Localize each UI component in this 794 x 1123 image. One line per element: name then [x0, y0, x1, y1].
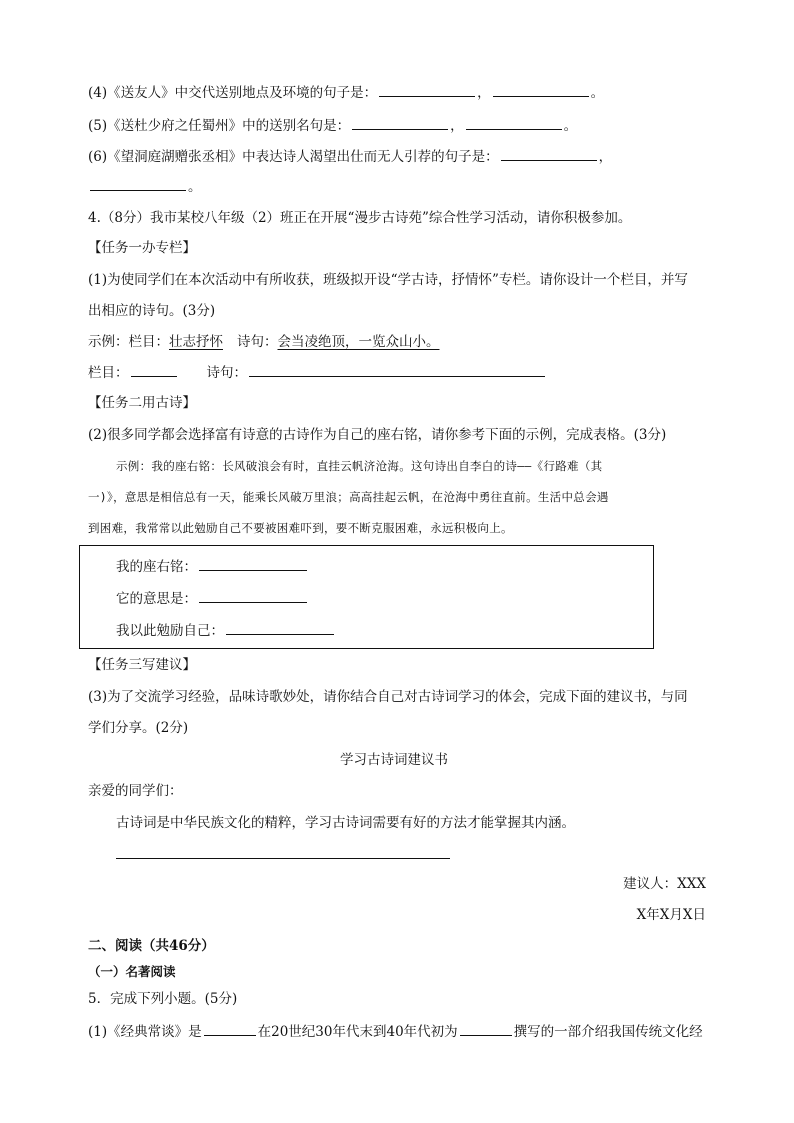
column-answer-blank[interactable] [131, 362, 177, 377]
q3-item-5: (5)《送杜少府之任蜀州》中的送别名句是： ， 。 [88, 115, 577, 136]
letter-date: X年X月X日 [636, 907, 706, 923]
meaning-row: 它的意思是： [116, 588, 309, 609]
q5-heading: 5．完成下列小题。(5分) [88, 991, 238, 1007]
poem-answer-blank[interactable] [249, 362, 545, 377]
task1-example: 示例：栏目：壮志抒怀 诗句：会当凌绝顶，一览众山小。 [88, 334, 440, 350]
motto-blank[interactable] [199, 556, 307, 571]
task3-prompt-line2: 学们分享。(2分) [88, 720, 189, 736]
answer-blank[interactable] [466, 115, 562, 130]
q3-item-6-text: (6)《望洞庭湖赠张丞相》中表达诗人渴望出仕而无人引荐的句子是： [88, 149, 499, 165]
q3-item-4: (4)《送友人》中交代送别地点及环境的句子是： ， 。 [88, 82, 604, 103]
meaning-blank[interactable] [199, 588, 307, 603]
task1-title: 【任务一办专栏】 [88, 240, 196, 256]
answer-blank[interactable] [204, 1021, 256, 1036]
task1-answer-row: 栏目： 诗句： [88, 362, 547, 383]
task1-prompt-line2: 出相应的诗句。(3分) [88, 303, 216, 319]
section2-heading: 二、阅读（共46分） [88, 938, 215, 954]
answer-blank[interactable] [493, 82, 589, 97]
q3-item-6-cont: 。 [88, 176, 202, 197]
task2-title: 【任务二用古诗】 [88, 395, 196, 411]
q5-item-1: (1)《经典常谈》是 在20世纪30年代末到40年代初为 撰写的一部介绍我国传统文化经 [88, 1021, 703, 1042]
letter-signer: 建议人：XXX [623, 876, 706, 892]
motto-row: 我的座右铭： [116, 556, 309, 577]
task2-prompt: (2)很多同学都会选择富有诗意的古诗作为自己的座右铭，请你参考下面的示例，完成表格。(3分) [88, 427, 667, 443]
answer-blank[interactable] [501, 146, 597, 161]
task2-example-line1: 示例：我的座右铭：长风破浪会有时，直挂云帆济沧海。这句诗出自李白的诗——《行路难（其 [116, 459, 603, 473]
answer-blank[interactable] [90, 176, 186, 191]
example-poem: 会当凌绝顶，一览众山小。 [277, 334, 440, 350]
task2-example-line3: 到困难，我常常以此勉励自己不要被困难吓到，要不断克服困难，永远积极向上。 [88, 521, 513, 535]
example-column: 壮志抒怀 [169, 334, 223, 350]
letter-title: 学习古诗词建议书 [340, 752, 448, 768]
task3-prompt-line1: (3)为了交流学习经验，品味诗歌妙处，请你结合自己对古诗词学习的体会，完成下面的建议书，与同 [88, 689, 688, 705]
task1-prompt-line1: (1)为使同学们在本次活动中有所收获，班级拟开设“学古诗，抒情怀”专栏。请你设计一个栏目，并写 [88, 272, 688, 288]
q3-item-5-text: (5)《送杜少府之任蜀州》中的送别名句是： [88, 118, 351, 134]
answer-blank[interactable] [460, 1021, 512, 1036]
letter-greeting: 亲爱的同学们： [88, 783, 183, 799]
q3-item-6: (6)《望洞庭湖赠张丞相》中表达诗人渴望出仕而无人引荐的句子是： ， [88, 146, 612, 167]
answer-blank[interactable] [352, 115, 448, 130]
q3-item-4-text: (4)《送友人》中交代送别地点及环境的句子是： [88, 85, 378, 101]
encourage-blank[interactable] [226, 620, 334, 635]
task2-example-line2: 一)》，意思是相信总有一天，能乘长风破万里浪；高高挂起云帆，在沧海中勇往直前。生活中总会遇 [88, 490, 609, 504]
section2-sub1: （一）名著阅读 [88, 964, 176, 979]
q4-heading: 4.（8分）我市某校八年级（2）班正在开展“漫步古诗苑”综合性学习活动，请你积极参加。 [88, 210, 632, 226]
task3-title: 【任务三写建议】 [88, 657, 196, 673]
letter-answer-line[interactable] [116, 858, 450, 859]
encourage-row: 我以此勉励自己： [116, 620, 336, 641]
answer-blank[interactable] [379, 82, 475, 97]
letter-body: 古诗词是中华民族文化的精粹，学习古诗词需要有好的方法才能掌握其内涵。 [116, 815, 575, 831]
